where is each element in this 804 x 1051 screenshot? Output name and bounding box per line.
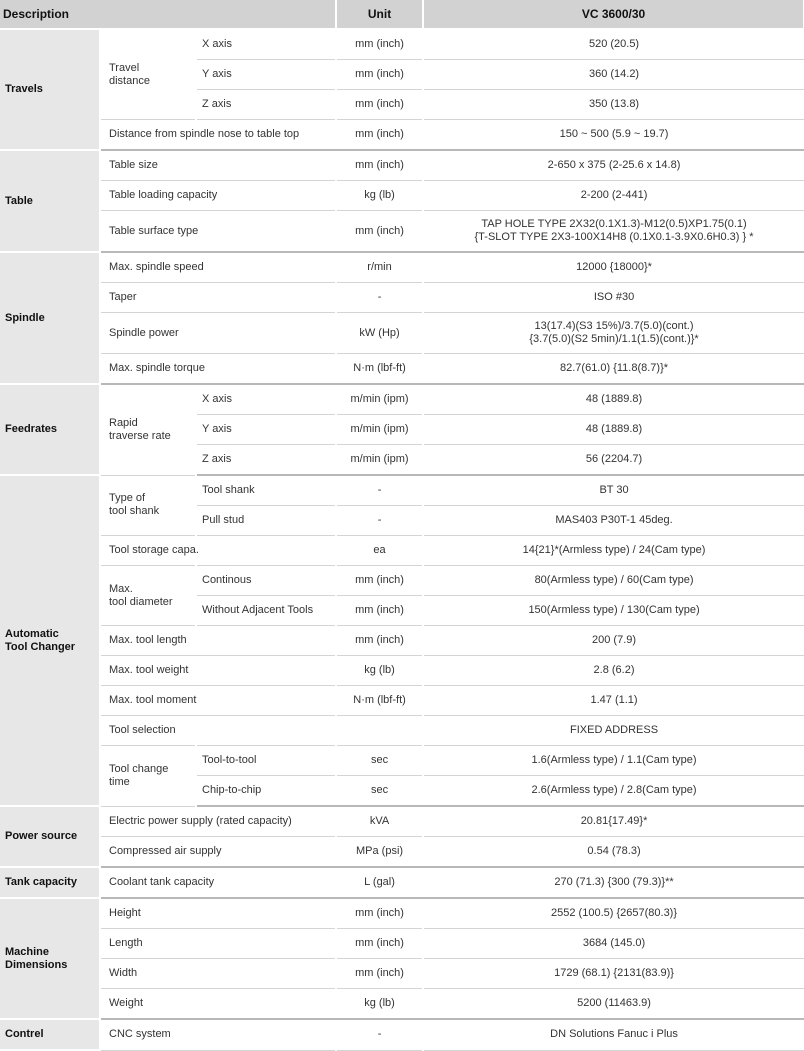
row-unit: ea (336, 536, 423, 566)
row-label: Tool selection (100, 716, 336, 746)
table-row (0, 566, 804, 596)
row-label: Width (100, 959, 336, 989)
row-label: Max. spindle torque (100, 354, 336, 385)
table-row (0, 120, 804, 151)
row-value: 150(Armless type) / 130(Cam type) (423, 596, 804, 626)
table-row (0, 181, 804, 211)
row-value: ISO #30 (423, 283, 804, 313)
row-value: 150 ~ 500 (5.9 ~ 19.7) (423, 120, 804, 151)
category-table: Table (0, 150, 100, 252)
row-label: Coolant tank capacity (100, 867, 336, 898)
row-label: Without Adjacent Tools (196, 596, 336, 626)
row-unit: mm (inch) (336, 150, 423, 181)
row-label: Distance from spindle nose to table top (100, 120, 336, 151)
row-label: Weight (100, 989, 336, 1020)
row-unit: m/min (ipm) (336, 384, 423, 415)
row-value: DN Solutions Fanuc i Plus (423, 1019, 804, 1050)
header-row (0, 0, 804, 29)
row-value: 1729 (68.1) {2131(83.9)} (423, 959, 804, 989)
row-label: Table size (100, 150, 336, 181)
row-unit: mm (inch) (336, 211, 423, 253)
row-value: 48 (1889.8) (423, 415, 804, 445)
row-unit: kVA (336, 806, 423, 837)
row-label: Y axis (196, 60, 336, 90)
row-value: 80(Armless type) / 60(Cam type) (423, 566, 804, 596)
row-value: 200 (7.9) (423, 626, 804, 656)
row-value: 360 (14.2) (423, 60, 804, 90)
table-row (0, 626, 804, 656)
row-unit: L (gal) (336, 867, 423, 898)
table-row (0, 211, 804, 253)
group-tool-change-time: Tool change time (100, 746, 196, 807)
row-unit: m/min (ipm) (336, 415, 423, 445)
table-row (0, 929, 804, 959)
row-unit: MPa (psi) (336, 837, 423, 868)
row-unit: kg (lb) (336, 989, 423, 1020)
table-row (0, 746, 804, 776)
row-unit: kW (Hp) (336, 313, 423, 354)
row-value: 2.8 (6.2) (423, 656, 804, 686)
row-label: Max. spindle speed (100, 252, 336, 283)
row-unit: sec (336, 746, 423, 776)
row-label: Continous (196, 566, 336, 596)
row-value: 1.6(Armless type) / 1.1(Cam type) (423, 746, 804, 776)
row-unit: - (336, 283, 423, 313)
table-row (0, 283, 804, 313)
row-unit: mm (inch) (336, 626, 423, 656)
category-spindle: Spindle (0, 252, 100, 384)
row-label: Tool shank (196, 475, 336, 506)
row-value: 520 (20.5) (423, 29, 804, 60)
table-row (0, 806, 804, 837)
row-value: 56 (2204.7) (423, 445, 804, 476)
table-row (0, 252, 804, 283)
row-value: 12000 {18000}* (423, 252, 804, 283)
row-label: Table surface type (100, 211, 336, 253)
row-value: TAP HOLE TYPE 2X32(0.1X1.3)-M12(0.5)XP1.75(0.1) {T-SLOT TYPE 2X3-100X14H8 (0.1X0.1-3.9X0.6H0.3) } * (423, 211, 804, 253)
row-label: Taper (100, 283, 336, 313)
row-unit: mm (inch) (336, 60, 423, 90)
row-unit: kg (lb) (336, 656, 423, 686)
table-row (0, 313, 804, 354)
table-row (0, 959, 804, 989)
group-shank-type: Type of tool shank (100, 475, 196, 536)
row-label: Y axis (196, 415, 336, 445)
row-unit: N·m (lbf-ft) (336, 686, 423, 716)
row-value: 2-200 (2-441) (423, 181, 804, 211)
row-value: 1.47 (1.1) (423, 686, 804, 716)
row-label: Pull stud (196, 506, 336, 536)
row-value: 20.81{17.49}* (423, 806, 804, 837)
table-row (0, 536, 804, 566)
row-value: 82.7(61.0) {11.8(8.7)}* (423, 354, 804, 385)
table-row (0, 1019, 804, 1050)
row-unit: r/min (336, 252, 423, 283)
header-model: VC 3600/30 (423, 0, 804, 29)
category-power-source: Power source (0, 806, 100, 867)
row-value: 270 (71.3) {300 (79.3)}** (423, 867, 804, 898)
row-label: Length (100, 929, 336, 959)
row-label: Chip-to-chip (196, 776, 336, 807)
group-max-diameter: Max. tool diameter (100, 566, 196, 626)
table-row (0, 989, 804, 1020)
row-label: Height (100, 898, 336, 929)
row-label: CNC system (100, 1019, 336, 1050)
row-unit: m/min (ipm) (336, 445, 423, 476)
group-rapid-traverse: Rapid traverse rate (100, 384, 196, 475)
row-value: 2552 (100.5) {2657(80.3)} (423, 898, 804, 929)
row-label: Z axis (196, 90, 336, 120)
table-row (0, 29, 804, 60)
row-value: 5200 (11463.9) (423, 989, 804, 1020)
row-unit: - (336, 1019, 423, 1050)
row-unit: mm (inch) (336, 898, 423, 929)
row-value: 2-650 x 375 (2-25.6 x 14.8) (423, 150, 804, 181)
category-travels: Travels (0, 29, 100, 150)
row-unit: kg (lb) (336, 181, 423, 211)
row-label: X axis (196, 384, 336, 415)
row-label: Compressed air supply (100, 837, 336, 868)
row-unit: mm (inch) (336, 566, 423, 596)
category-dimensions: Machine Dimensions (0, 898, 100, 1019)
row-unit: mm (inch) (336, 120, 423, 151)
table-row (0, 686, 804, 716)
row-value: 3684 (145.0) (423, 929, 804, 959)
table-row (0, 475, 804, 506)
row-value: 14{21}*(Armless type) / 24(Cam type) (423, 536, 804, 566)
group-travel-distance: Travel distance (100, 29, 196, 120)
row-unit: mm (inch) (336, 596, 423, 626)
row-value: 13(17.4)(S3 15%)/3.7(5.0)(cont.) {3.7(5.0)(S2 5min)/1.1(1.5)(cont.)}* (423, 313, 804, 354)
category-feedrates: Feedrates (0, 384, 100, 475)
header-description: Description (0, 0, 336, 29)
row-unit: sec (336, 776, 423, 807)
row-label: Max. tool weight (100, 656, 336, 686)
row-label: Electric power supply (rated capacity) (100, 806, 336, 837)
table-row (0, 656, 804, 686)
row-label: Z axis (196, 445, 336, 476)
row-unit: N·m (lbf-ft) (336, 354, 423, 385)
row-label: X axis (196, 29, 336, 60)
row-label: Tool storage capa. (100, 536, 336, 566)
row-value: 350 (13.8) (423, 90, 804, 120)
row-value: 2.6(Armless type) / 2.8(Cam type) (423, 776, 804, 807)
row-label: Spindle power (100, 313, 336, 354)
table-row (0, 384, 804, 415)
row-unit: - (336, 475, 423, 506)
row-value: FIXED ADDRESS (423, 716, 804, 746)
table-row (0, 898, 804, 929)
row-unit: - (336, 506, 423, 536)
row-label: Tool-to-tool (196, 746, 336, 776)
row-label: Max. tool length (100, 626, 336, 656)
row-value: 48 (1889.8) (423, 384, 804, 415)
row-label: Max. tool moment (100, 686, 336, 716)
row-unit: mm (inch) (336, 959, 423, 989)
table-row (0, 867, 804, 898)
row-value: 0.54 (78.3) (423, 837, 804, 868)
category-control: Contrel (0, 1019, 100, 1050)
row-value: BT 30 (423, 475, 804, 506)
row-unit: mm (inch) (336, 929, 423, 959)
category-tank: Tank capacity (0, 867, 100, 898)
table-row (0, 837, 804, 868)
table-row (0, 716, 804, 746)
row-unit (336, 716, 423, 746)
row-unit: mm (inch) (336, 90, 423, 120)
row-label: Table loading capacity (100, 181, 336, 211)
row-unit: mm (inch) (336, 29, 423, 60)
header-unit: Unit (336, 0, 423, 29)
category-atc: Automatic Tool Changer (0, 475, 100, 806)
table-row (0, 354, 804, 385)
row-value: MAS403 P30T-1 45deg. (423, 506, 804, 536)
table-row (0, 150, 804, 181)
